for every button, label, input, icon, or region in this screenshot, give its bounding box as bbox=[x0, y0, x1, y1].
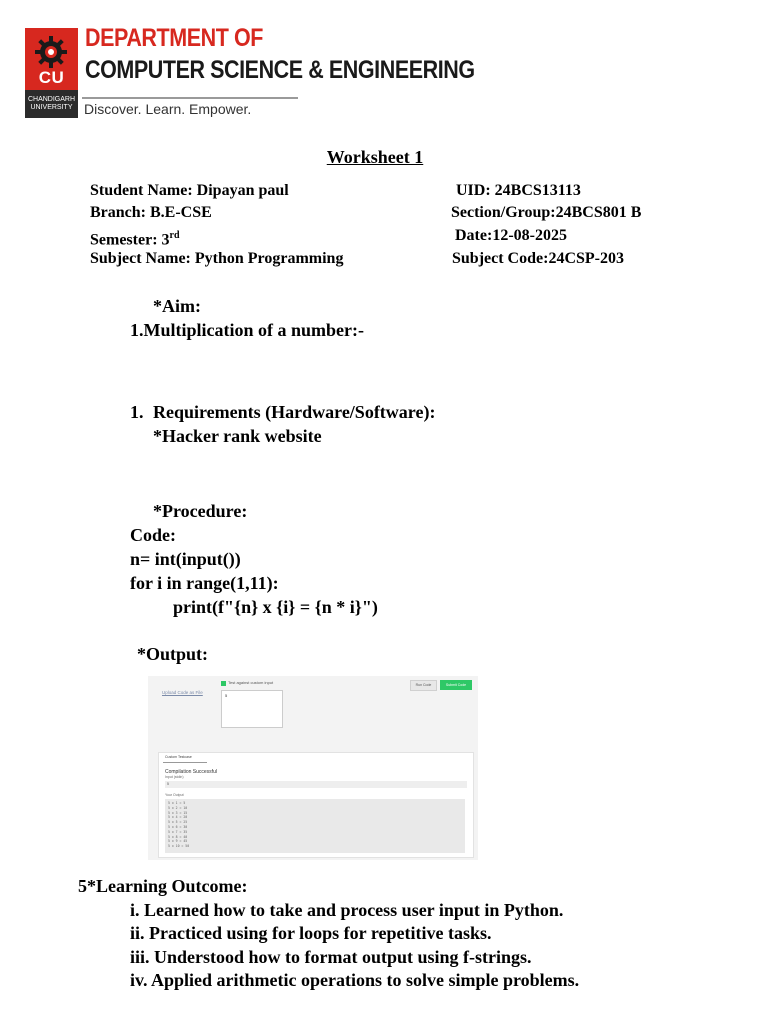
custom-testcase-tab: Custom Testcase bbox=[163, 753, 207, 763]
aim-item: 1.Multiplication of a number:- bbox=[130, 320, 364, 340]
your-output-box bbox=[165, 799, 465, 853]
output-line: 5 x 7 = 35 bbox=[168, 829, 188, 834]
output-line: 5 x 1 = 5 bbox=[168, 801, 186, 805]
output-line: 5 x 10 = 50 bbox=[168, 844, 190, 849]
tagline: Discover. Learn. Empower. bbox=[84, 101, 252, 117]
code-line: print(f"{n} x {i} = {n * i}") bbox=[173, 597, 378, 617]
output-line: 5 x 2 = 10 bbox=[168, 805, 188, 810]
code-line: for i in range(1,11): bbox=[130, 573, 279, 593]
worksheet-title: Worksheet 1 bbox=[326, 147, 424, 167]
header-divider bbox=[82, 97, 298, 99]
university-logo bbox=[25, 28, 78, 118]
logo-cu-text: CU bbox=[38, 68, 65, 87]
run-code-button: Run Code bbox=[410, 680, 437, 691]
learning-outcome-item: iii. Understood how to format output using f-strings. bbox=[130, 947, 532, 967]
custom-input-label: Test against custom input bbox=[228, 680, 274, 685]
code-label: Code: bbox=[130, 525, 176, 545]
custom-input-checkbox bbox=[221, 681, 226, 686]
stdin-label: Input (stdin) bbox=[165, 775, 184, 779]
section-group: Section/Group:24BCS801 B bbox=[451, 204, 642, 221]
gear-emblem-icon bbox=[33, 34, 69, 70]
output-line: 5 x 3 = 15 bbox=[168, 810, 188, 815]
custom-input-textarea bbox=[221, 690, 283, 728]
procedure-heading: *Procedure: bbox=[153, 501, 248, 521]
student-uid: UID: 24BCS13113 bbox=[456, 182, 581, 199]
semester-text: Semester: 3 bbox=[90, 231, 170, 249]
student-name: Student Name: Dipayan paul bbox=[90, 182, 289, 199]
requirements-heading: Requirements (Hardware/Software): bbox=[153, 402, 436, 422]
output-line: 5 x 6 = 30 bbox=[168, 824, 188, 829]
department-title-line1: DEPARTMENT OF bbox=[85, 24, 263, 52]
results-panel bbox=[158, 752, 474, 858]
requirements-number: 1. bbox=[130, 402, 144, 422]
subject-name: Subject Name: Python Programming bbox=[90, 250, 344, 267]
output-heading: *Output: bbox=[137, 644, 209, 664]
learning-outcome-item: iv. Applied arithmetic operations to solve simple problems. bbox=[130, 970, 580, 990]
upload-code-link: Upload Code as File bbox=[162, 690, 203, 695]
department-title-line2: COMPUTER SCIENCE & ENGINEERING bbox=[85, 56, 475, 84]
semester-suffix: rd bbox=[169, 230, 180, 241]
output-line: 5 x 9 = 45 bbox=[168, 839, 188, 844]
output-line: 5 x 8 = 40 bbox=[168, 834, 188, 839]
branch: Branch: B.E-CSE bbox=[90, 204, 212, 221]
code-line: n= int(input()) bbox=[130, 549, 241, 569]
output-screenshot bbox=[148, 676, 478, 860]
custom-input-value: 5 bbox=[225, 693, 228, 698]
submit-code-button: Submit Code bbox=[440, 680, 472, 690]
date: Date:12-08-2025 bbox=[455, 227, 567, 244]
stdin-value: 5 bbox=[165, 781, 467, 788]
subject-code: Subject Code:24CSP-203 bbox=[452, 250, 624, 267]
output-line: 5 x 5 = 25 bbox=[168, 820, 188, 825]
aim-heading: *Aim: bbox=[153, 296, 201, 316]
output-line: 5 x 4 = 20 bbox=[168, 815, 188, 820]
logo-red-panel bbox=[25, 28, 78, 90]
logo-university-text: CHANDIGARH UNIVERSITY bbox=[27, 96, 76, 111]
your-output-label: Your Output bbox=[165, 793, 184, 797]
requirements-item: *Hacker rank website bbox=[153, 426, 322, 446]
learning-outcome-item: i. Learned how to take and process user input in Python. bbox=[130, 900, 564, 920]
learning-outcome-item: ii. Practiced using for loops for repetitive tasks. bbox=[130, 923, 492, 943]
compilation-status: Compilation Successful bbox=[165, 769, 217, 775]
learning-outcome-heading: 5*Learning Outcome: bbox=[78, 876, 248, 896]
